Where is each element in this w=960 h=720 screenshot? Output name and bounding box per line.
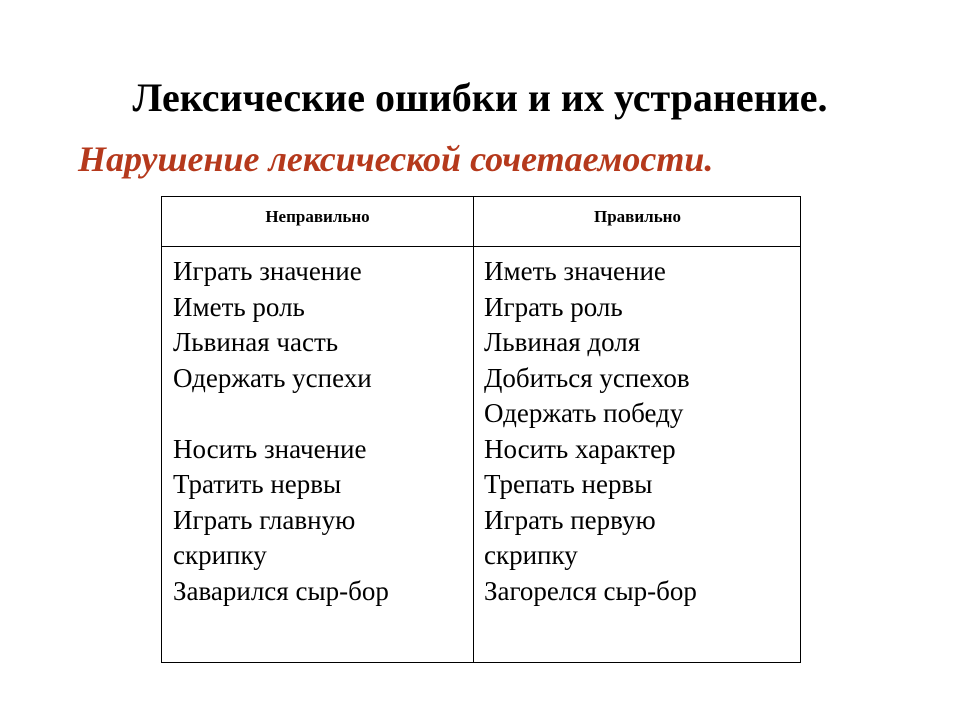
correct-item: Львиная доля bbox=[484, 327, 641, 357]
incorrect-item: Тратить нервы bbox=[173, 469, 342, 499]
correct-item: скрипку bbox=[484, 540, 578, 570]
correct-item: Иметь значение bbox=[484, 256, 666, 286]
correct-item: Трепать нервы bbox=[484, 469, 653, 499]
incorrect-column bbox=[173, 254, 468, 609]
column-divider bbox=[473, 197, 474, 662]
correct-column bbox=[484, 254, 794, 609]
header-incorrect: Неправильно bbox=[265, 207, 370, 226]
slide-title: Лексические ошибки и их устранение. bbox=[132, 75, 828, 120]
incorrect-item: Иметь роль bbox=[173, 291, 305, 322]
correct-item: Играть роль bbox=[484, 291, 623, 322]
table-header-row bbox=[162, 197, 800, 247]
correct-item: Одержать победу bbox=[484, 398, 684, 428]
incorrect-item: Играть главную bbox=[173, 504, 356, 535]
incorrect-item-spacer bbox=[173, 396, 468, 432]
incorrect-item: Носить значение bbox=[173, 433, 367, 464]
incorrect-item: скрипку bbox=[173, 540, 267, 570]
correct-item: Добиться успехов bbox=[484, 362, 690, 393]
correct-item: Носить характер bbox=[484, 433, 676, 464]
header-correct: Правильно bbox=[594, 207, 681, 226]
correct-item: Играть первую bbox=[484, 504, 656, 535]
incorrect-item: Заварился сыр-бор bbox=[173, 575, 389, 606]
incorrect-item: Играть значение bbox=[173, 256, 362, 286]
slide-subtitle: Нарушение лексической сочетаемости. bbox=[78, 139, 714, 179]
comparison-table bbox=[161, 196, 801, 663]
incorrect-item: Львиная часть bbox=[173, 327, 339, 357]
incorrect-item: Одержать успехи bbox=[173, 362, 372, 393]
correct-item: Загорелся сыр-бор bbox=[484, 575, 697, 606]
